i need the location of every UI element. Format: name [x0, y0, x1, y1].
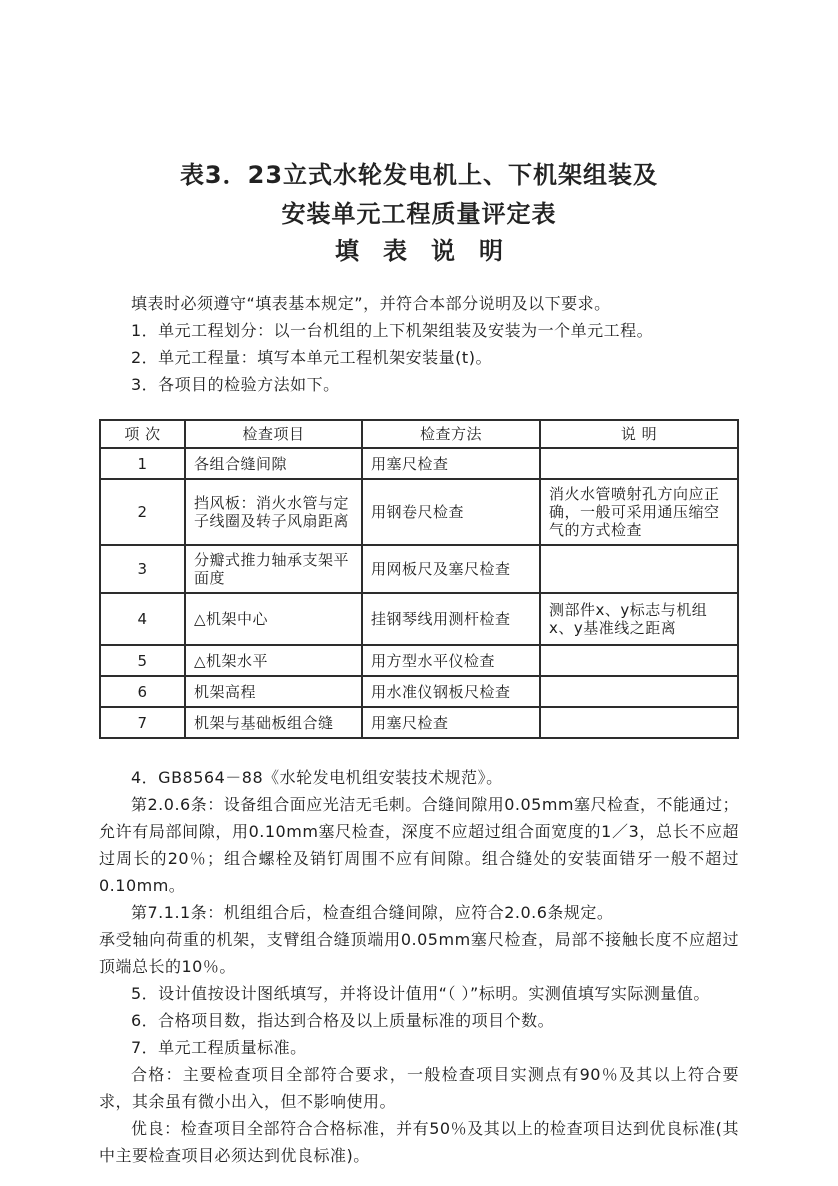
intro-paragraph-2: 1．单元工程划分：以一台机组的上下机架组装及安装为一个单元工程。: [131, 321, 654, 340]
row-number: 5: [100, 645, 185, 676]
column-header-3: 检查方法: [362, 420, 540, 448]
row-number: 6: [100, 676, 185, 707]
check-method-cell: 用钢卷尺检查: [362, 479, 540, 545]
check-method-cell: 用网板尺及塞尺检查: [362, 545, 540, 593]
document-title: [0, 0, 838, 268]
note-paragraph-6: 6．合格项目数，指达到合格及以上质量标准的项目个数。: [131, 1011, 555, 1030]
row-number: 4: [100, 593, 185, 645]
row-number: 7: [100, 707, 185, 738]
check-item-cell: 挡风板：消火水管与定子线圈及转子风扇距离: [185, 479, 362, 545]
note-paragraph-5: 5．设计值按设计图纸填写，并将设计值用“（ ）”标明。实测值填写实际测量值。: [131, 984, 710, 1003]
table-row: [100, 645, 738, 676]
table-row: [100, 707, 738, 738]
intro-paragraph-4: 3．各项目的检验方法如下。: [131, 375, 340, 394]
note-paragraph-7: 7．单元工程质量标准。: [131, 1038, 307, 1057]
note-cell: 测部件x、y标志与机组x、y基准线之距离: [540, 593, 738, 645]
note-paragraph-2: 第2.0.6条：设备组合面应光洁无毛刺。合缝间隙用0.05mm塞尺检查，不能通过；允许有局部间隙，用0.10mm塞尺检查，深度不应超过组合面宽度的1／3，总长不应超过周长的20％；组合螺栓及销钉周围不应有间隙。组合缝处的安装面错牙一般不超过0.10mm。: [99, 795, 740, 895]
check-item-cell: 机架高程: [185, 676, 362, 707]
inspection-methods-table: [99, 419, 739, 739]
table-header-row: [100, 420, 738, 448]
row-number: 2: [100, 479, 185, 545]
title-line-1: 表3．23立式水轮发电机上、下机架组装及: [179, 161, 659, 189]
table-row: [100, 545, 738, 593]
table-row: [100, 676, 738, 707]
note-paragraph-1: 4．GB8564－88《水轮发电机组安装技术规范》。: [131, 768, 503, 787]
note-cell: [540, 645, 738, 676]
check-item-cell: △机架中心: [185, 593, 362, 645]
notes-paragraphs: [99, 764, 739, 1169]
intro-paragraph-3: 2．单元工程量：填写本单元工程机架安装量(t)。: [131, 348, 492, 367]
document-body: [99, 290, 739, 1169]
title-line-3: 填 表 说 明: [335, 237, 503, 265]
check-item-cell: 分瓣式推力轴承支架平面度: [185, 545, 362, 593]
intro-paragraphs: [99, 290, 739, 398]
table-row: [100, 448, 738, 479]
check-item-cell: 机架与基础板组合缝: [185, 707, 362, 738]
check-method-cell: 用水准仪钢板尺检查: [362, 676, 540, 707]
note-cell: [540, 448, 738, 479]
title-line-2: 安装单元工程质量评定表: [281, 200, 557, 228]
note-paragraph-8: 合格：主要检查项目全部符合要求，一般检查项目实测点有90％及其以上符合要求，其余虽有微小出入，但不影响使用。: [99, 1065, 739, 1111]
check-method-cell: 用塞尺检查: [362, 707, 540, 738]
note-cell: [540, 545, 738, 593]
note-cell: 消火水管喷射孔方向应正确，一般可采用通压缩空气的方式检查: [540, 479, 738, 545]
check-item-cell: 各组合缝间隙: [185, 448, 362, 479]
note-cell: [540, 676, 738, 707]
check-item-cell: △机架水平: [185, 645, 362, 676]
column-header-1: 项 次: [100, 420, 185, 448]
check-method-cell: 用方型水平仪检查: [362, 645, 540, 676]
column-header-4: 说 明: [540, 420, 738, 448]
column-header-2: 检查项目: [185, 420, 362, 448]
note-cell: [540, 707, 738, 738]
table-row: [100, 593, 738, 645]
table-row: [100, 479, 738, 545]
note-paragraph-4: 承受轴向荷重的机架，支臂组合缝顶端用0.05mm塞尺检查，局部不接触长度不应超过顶端总长的10％。: [99, 930, 739, 976]
row-number: 3: [100, 545, 185, 593]
check-method-cell: 用塞尺检查: [362, 448, 540, 479]
check-method-cell: 挂钢琴线用测杆检查: [362, 593, 540, 645]
note-paragraph-3: 第7.1.1条：机组组合后，检查组合缝间隙，应符合2.0.6条规定。: [131, 903, 614, 922]
note-paragraph-9: 优良：检查项目全部符合合格标准，并有50％及其以上的检查项目达到优良标准(其中主要检查项目必须达到优良标准)。: [99, 1119, 739, 1165]
row-number: 1: [100, 448, 185, 479]
intro-paragraph-1: 填表时必须遵守“填表基本规定”，并符合本部分说明及以下要求。: [131, 294, 611, 313]
